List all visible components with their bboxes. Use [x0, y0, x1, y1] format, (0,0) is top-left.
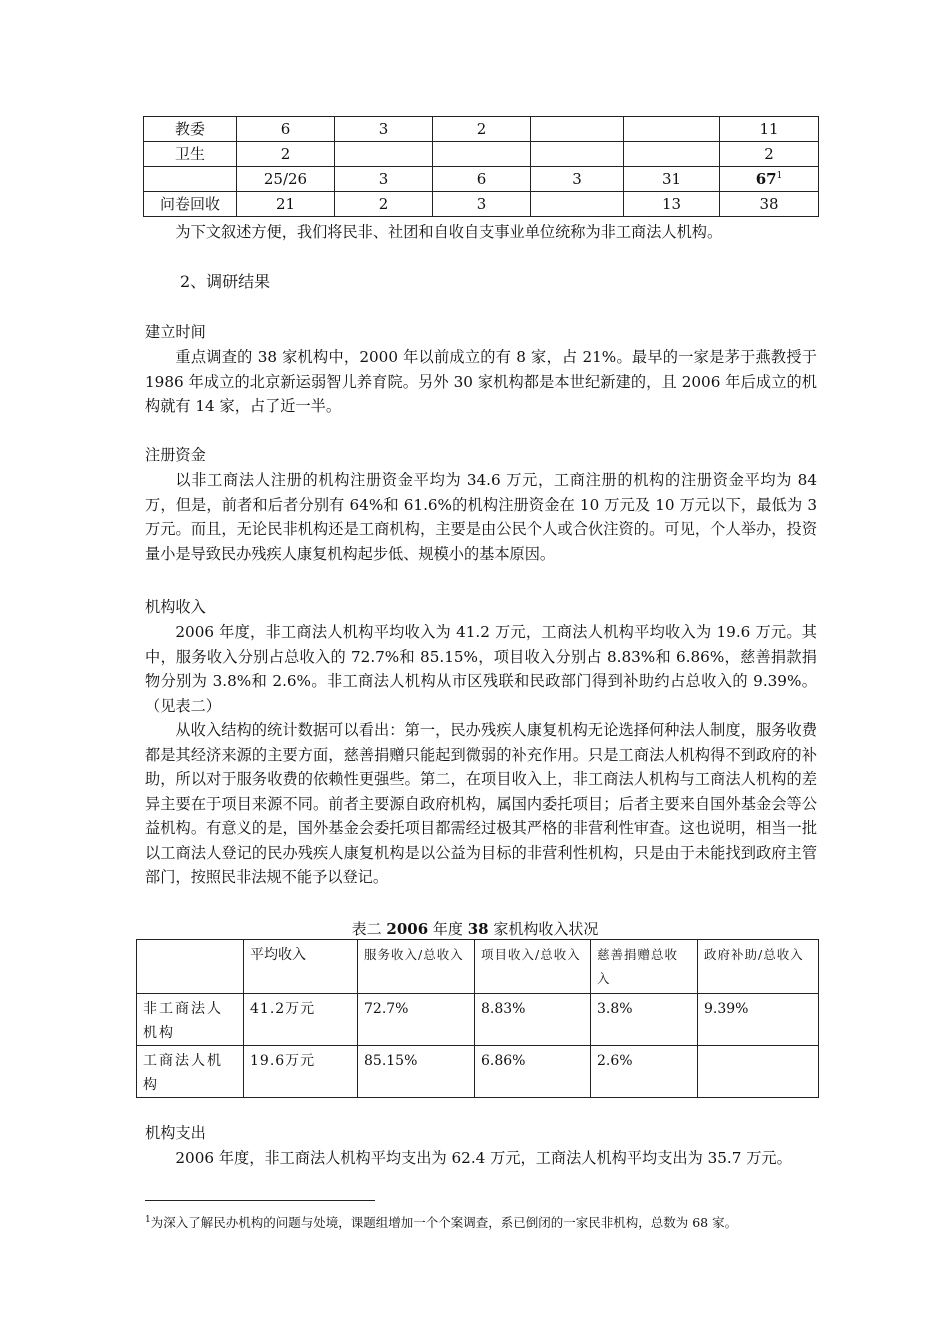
table-cell [335, 142, 433, 167]
footnote-text: 为深入了解民办机构的问题与处境，课题组增加一个个案调查，系已倒闭的一家民非机构，总数为 68 家。 [150, 1215, 738, 1230]
table-row [137, 994, 819, 1046]
heading-expenditure: 机构支出 [145, 1124, 206, 1142]
table-cell: 3 [335, 167, 433, 192]
heading-registered-capital: 注册资金 [145, 446, 206, 464]
table-cell: 72.7% [358, 994, 475, 1046]
table-cell-total [720, 167, 819, 192]
table-cell: 2 [237, 142, 335, 167]
table-header-row [137, 940, 819, 994]
table-row [144, 167, 819, 192]
table-cell: 2 [335, 192, 433, 217]
table-cell [531, 192, 624, 217]
table-row [144, 117, 819, 142]
paragraph-income-1: 2006 年度，非工商法人机构平均收入为 41.2 万元，工商法人机构平均收入为 19.6 万元。其中，服务收入分别占总收入的 72.7%和 85.15%，项目收入分别占 8.83%和 6.86%，慈善捐款捐物分别为 3.8%和 2.6%。非工商法人机构从市区残联和民政部门得到补助约占总收入的 9.39%。（见表二） [145, 623, 817, 715]
header-cell: 政府补助/总收入 [698, 940, 819, 994]
table-row [137, 1046, 819, 1098]
paragraph-founding-time: 重点调查的 38 家机构中，2000 年以前成立的有 8 家，占 21%。最早的一家是茅于燕教授于 1986 年成立的北京新运弱智儿养育院。另外 30 家机构都是本世纪新建的，且 2006 年后成立的机构就有 14 家，占了近一半。 [145, 348, 817, 415]
table-cell [144, 167, 237, 192]
table-cell: 13 [624, 192, 720, 217]
paragraph-income-2: 从收入结构的统计数据可以看出：第一，民办残疾人康复机构无论选择何种法人制度，服务收费都是其经济来源的主要方面，慈善捐赠只能起到微弱的补充作用。只是工商法人机构得不到政府的补助，所以对于服务收费的依赖性更强些。第二，在项目收入上，非工商法人机构与工商法人机构的差异主要在于项目来源不同。前者主要源自政府机构，属国内委托项目；后者主要来自国外基金会等公益机构。有意义的是，国外基金会委托项目都需经过极其严格的非营利性审查。这也说明，相当一批以工商法人登记的民办残疾人康复机构是以公益为目标的非营利性机构，只是由于未能找到政府主管部门，按照民非法规不能予以登记。 [145, 721, 817, 886]
table-cell: 3 [335, 117, 433, 142]
table-cell: 3 [531, 167, 624, 192]
table-cell: 2 [433, 117, 531, 142]
table-cell: 38 [720, 192, 819, 217]
table-cell [531, 142, 624, 167]
row-label: 非工商法人机构 [137, 994, 244, 1046]
header-cell: 平均收入 [244, 940, 358, 994]
table-cell: 问卷回收 [144, 192, 237, 217]
income-table [136, 939, 819, 1098]
heading-founding-time: 建立时间 [145, 323, 206, 341]
section-title: 2、调研结果 [180, 272, 271, 291]
table-cell: 19.6万元 [244, 1046, 358, 1098]
table-row [144, 192, 819, 217]
table-cell: 2.6% [591, 1046, 698, 1098]
footnote-mark: 1 [776, 171, 783, 181]
footnote-divider [145, 1200, 375, 1201]
caption-suffix: 家机构收入状况 [488, 920, 599, 938]
header-cell: 项目收入/总收入 [475, 940, 591, 994]
table-cell [531, 117, 624, 142]
caption-year: 2006 [386, 920, 429, 938]
table-cell: 3.8% [591, 994, 698, 1046]
table-cell: 6 [237, 117, 335, 142]
footnote [145, 1213, 737, 1231]
table-cell: 教委 [144, 117, 237, 142]
table-cell [698, 1046, 819, 1098]
table-cell: 21 [237, 192, 335, 217]
table-cell: 6.86% [475, 1046, 591, 1098]
table-cell: 11 [720, 117, 819, 142]
table-cell: 8.83% [475, 994, 591, 1046]
heading-income: 机构收入 [145, 598, 206, 616]
footnote-mark: 1 [145, 1214, 151, 1225]
table-cell [624, 142, 720, 167]
table-cell: 6 [433, 167, 531, 192]
row-label: 工商法人机构 [137, 1046, 244, 1098]
total-value: 67 [755, 170, 777, 188]
table-cell: 2 [720, 142, 819, 167]
paragraph-expenditure: 2006 年度，非工商法人机构平均支出为 62.4 万元，工商法人机构平均支出为 35.7 万元。 [175, 1149, 792, 1167]
table-cell [624, 117, 720, 142]
survey-count-table [143, 116, 819, 217]
table-cell: 25/26 [237, 167, 335, 192]
table-cell: 9.39% [698, 994, 819, 1046]
caption-mid: 年度 [428, 920, 468, 938]
table-cell: 31 [624, 167, 720, 192]
header-cell [137, 940, 244, 994]
table-cell: 41.2万元 [244, 994, 358, 1046]
table-cell: 3 [433, 192, 531, 217]
paragraph-registered-capital: 以非工商法人注册的机构注册资金平均为 34.6 万元，工商注册的机构的注册资金平均为 84 万，但是，前者和后者分别有 64%和 61.6%的机构注册资金在 10 万元及 10 万元以下，最低为 3 万元。而且，无论民非机构还是工商机构，主要是由公民个人或合伙注资的。可见，个人举办，投资量小是导致民办残疾人康复机构起步低、规模小的基本原因。 [145, 471, 817, 563]
table-cell: 85.15% [358, 1046, 475, 1098]
table-cell: 卫生 [144, 142, 237, 167]
table-cell [433, 142, 531, 167]
header-cell: 服务收入/总收入 [358, 940, 475, 994]
intro-paragraph: 为下文叙述方便，我们将民非、社团和自收自支事业单位统称为非工商法人机构。 [175, 223, 723, 241]
table2-caption [0, 918, 950, 939]
header-cell: 慈善捐赠总收入 [591, 940, 698, 994]
table-row [144, 142, 819, 167]
caption-number: 38 [467, 920, 489, 938]
caption-prefix: 表二 [351, 920, 387, 938]
